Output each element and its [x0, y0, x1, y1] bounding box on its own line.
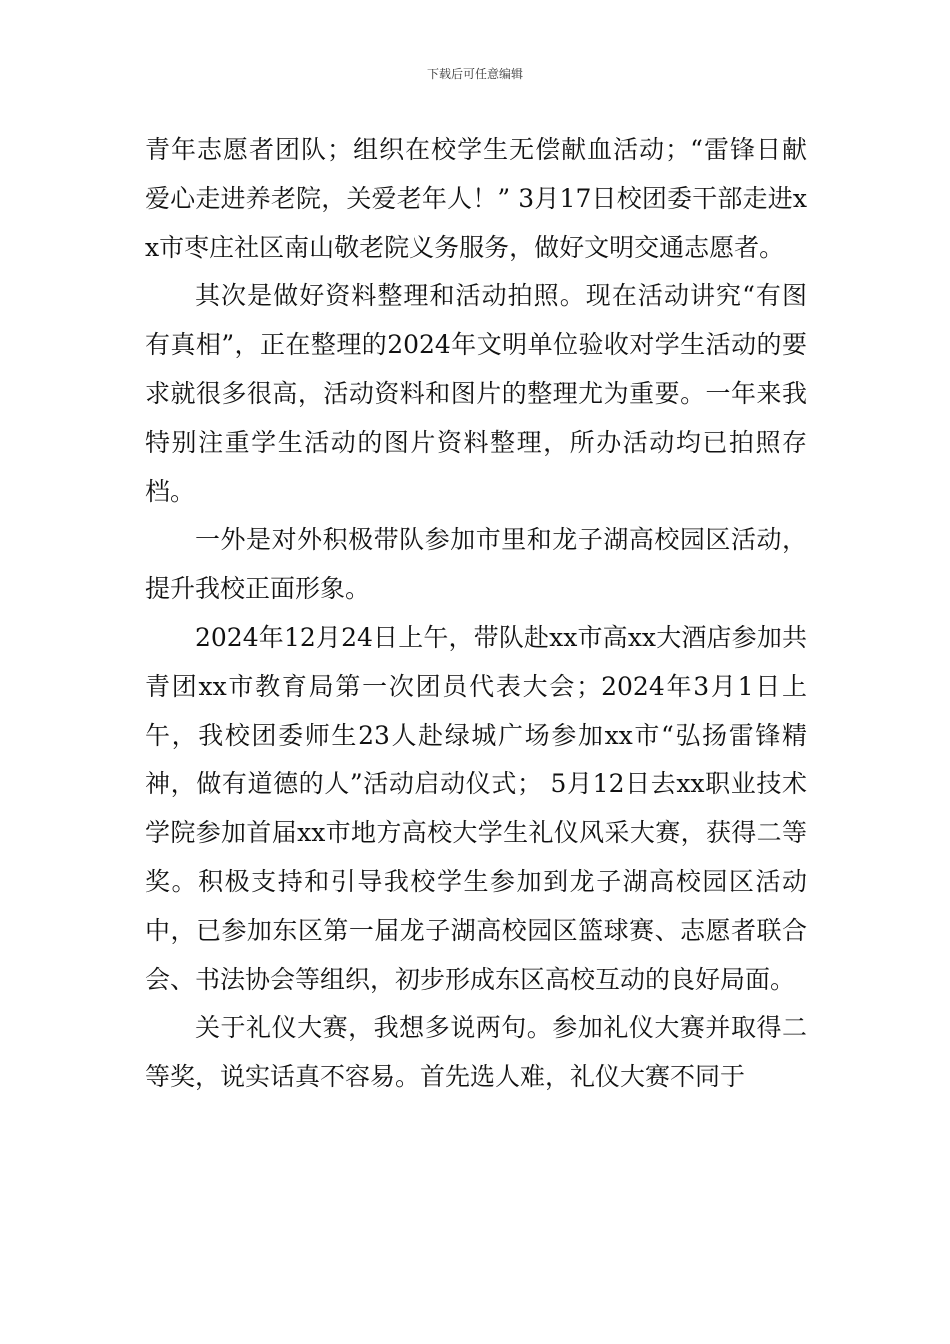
document-body: [145, 126, 807, 1102]
paragraph-continuation: 青年志愿者团队；组织在校学生无偿献血活动；“雷锋日献爱心走进养老院，关爱老年人！” 3月17日校团委干部走进xx市枣庄社区南山敬老院义务服务，做好文明交通志愿者。: [145, 135, 807, 262]
paragraph-events: 2024年12月24日上午，带队赴xx市高xx大酒店参加共青团xx市教育局第一次团员代表大会；2024年3月1日上午，我校团委师生23人赴绿城广场参加xx市“弘扬雷锋精神，做有道德的人”活动启动仪式； 5月12日去xx职业技术学院参加首届xx市地方高校大学生礼仪风采大赛，获得二等奖。积极支持和引导我校学生参加到龙子湖高校园区活动中，已参加东区第一届龙子湖高校园区篮球赛、志愿者联合会、书法协会等组织，初步形成东区高校互动的良好局面。: [145, 622, 807, 994]
page-header: 下载后可任意编辑: [426, 67, 523, 81]
paragraph-etiquette: 关于礼仪大赛，我想多说两句。参加礼仪大赛并取得二等奖，说实话真不容易。首先选人难，礼仪大赛不同于: [145, 1013, 807, 1092]
paragraph-external: 一外是对外积极带队参加市里和龙子湖高校园区活动，提升我校正面形象。: [145, 525, 807, 604]
paragraph-materials: 其次是做好资料整理和活动拍照。现在活动讲究“有图有真相”，正在整理的2024年文明单位验收对学生活动的要求就很多很高，活动资料和图片的整理尤为重要。一年来我特别注重学生活动的图片资料整理，所办活动均已拍照存档。: [145, 281, 807, 506]
